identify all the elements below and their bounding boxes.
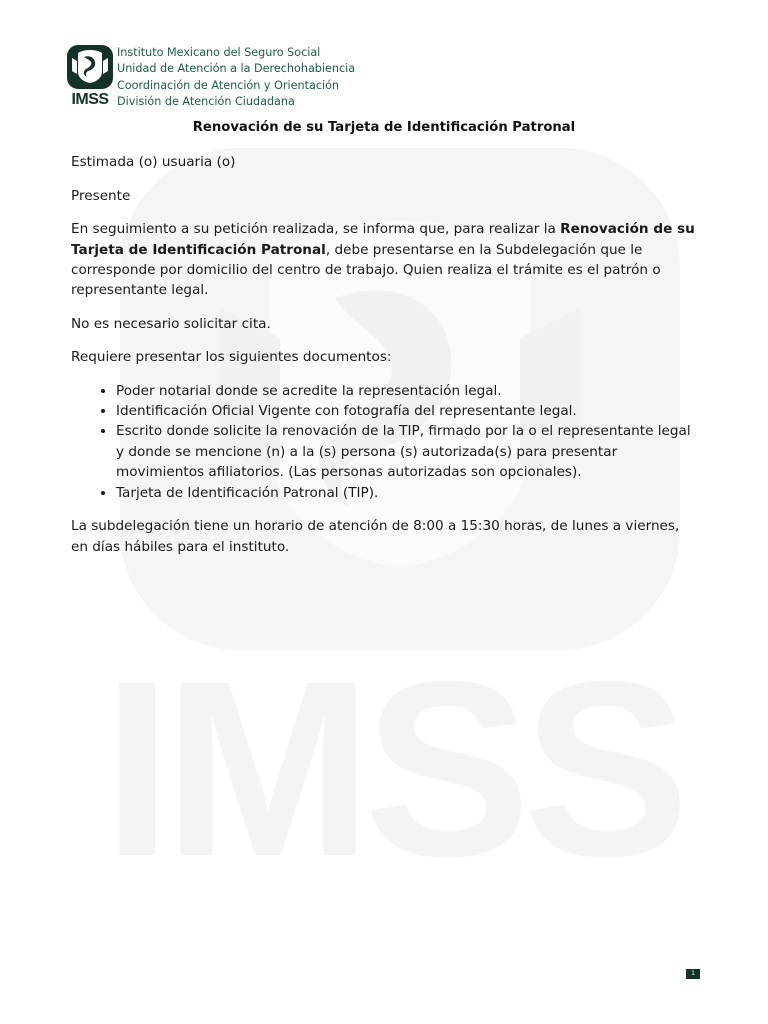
imss-watermark-text (82, 660, 702, 880)
institution-lines (117, 45, 355, 110)
document-body (71, 118, 697, 570)
institution-line: Instituto Mexicano del Seguro Social (117, 46, 321, 59)
list-item: • Identificación Oficial Vigente con fotografía del representante legal. (116, 401, 697, 421)
schedule-paragraph: La subdelegación tiene un horario de atención de 8:00 a 15:30 horas, de lunes a viernes, en días hábiles para el instituto. (71, 518, 680, 555)
intro-text-bold: Renovación de su Tarjeta de Identificación Patronal (71, 221, 695, 258)
imss-emblem-icon (66, 44, 114, 92)
no-appointment-note: No es necesario solicitar cita. (71, 315, 271, 332)
institution-line: División de Atención Ciudadana (117, 94, 295, 108)
imss-logo (66, 44, 114, 110)
requirements-intro: Requiere presentar los siguientes documentos: (71, 349, 392, 366)
intro-paragraph (71, 219, 697, 301)
institution-line: Coordinación de Atención y Orientación (117, 78, 340, 92)
intro-text-after: , debe presentarse en la Subdelegación que le corresponde por domicilio del centro de trabajo. Quien realiza el trámite es el patrón o representante legal. (71, 241, 661, 299)
document-header (66, 44, 355, 110)
watermark-text: IMSS (102, 660, 682, 880)
list-item: • Tarjeta de Identificación Patronal (TIP). (116, 483, 697, 503)
document-title: Renovación de su Tarjeta de Identificación Patronal (192, 120, 576, 135)
greeting: Estimada (o) usuaria (o) (71, 154, 236, 171)
intro-text-before: En seguimiento a su petición realizada, se informa que, para realizar la (71, 221, 561, 238)
list-item: • Poder notarial donde se acredite la representación legal. (116, 381, 697, 401)
presente-line: Presente (71, 187, 131, 204)
imss-logo-text: IMSS (71, 91, 109, 108)
page-number: 1 (686, 969, 700, 979)
institution-line: Unidad de Atención a la Derechohabiencia (117, 62, 356, 76)
required-documents-list (71, 381, 697, 503)
list-item: • Escrito donde solicite la renovación de la TIP, firmado por la o el representante legal y donde se mencione (n) a la (s) persona (s) autorizada(s) para presentar movimientos afiliatorios. (Las personas autorizadas son opcionales). (116, 421, 697, 482)
